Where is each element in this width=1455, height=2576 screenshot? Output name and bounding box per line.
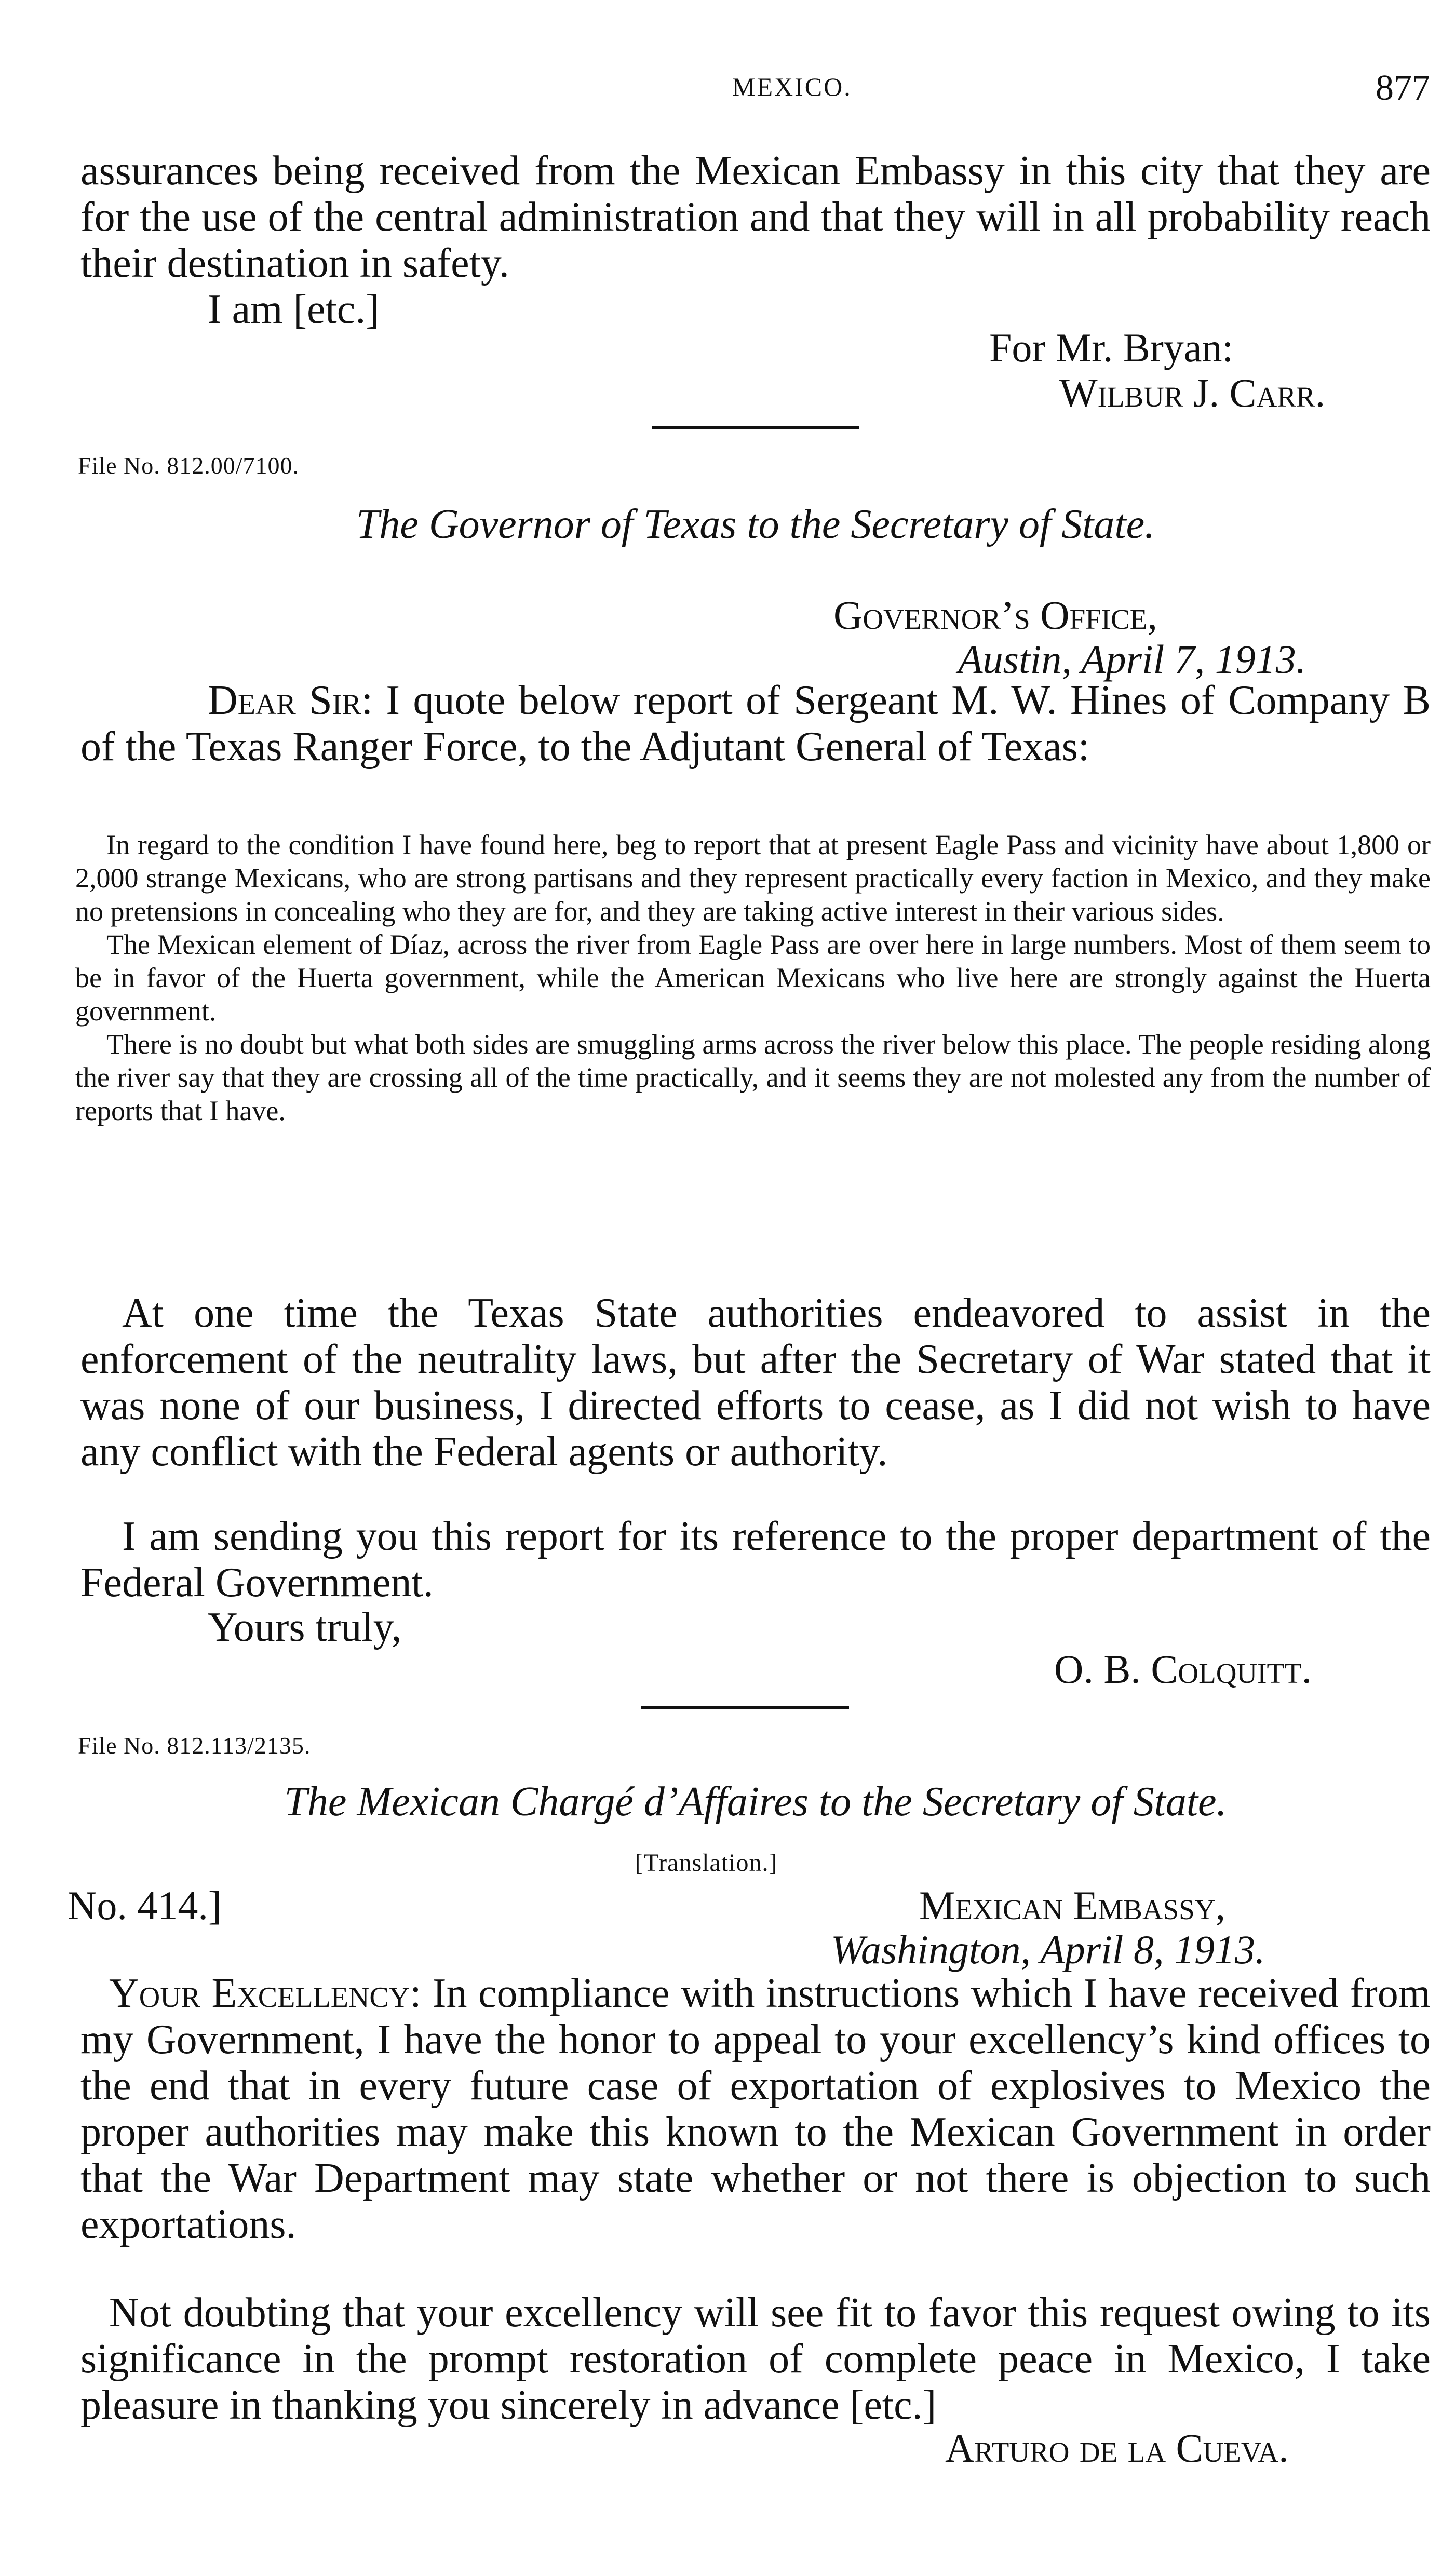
- salutation: Your Excellency: [109, 1971, 410, 2016]
- quote-paragraph: The Mexican element of Díaz, across the river from Eagle Pass are over here in large numbers. Most of them seem to be in favor of the Huerta government, while the American Mexicans who live here are strongly against the Huerta government.: [75, 929, 1431, 1027]
- closing: Yours truly,: [208, 1604, 402, 1650]
- running-head: MEXICO.: [732, 72, 852, 101]
- intro-text: : I quote below report of Sergeant M. W. Hines of Company B of the Texas Ranger Force, to the Adjutant General of Texas:: [80, 678, 1431, 770]
- file-number: File No. 812.113/2135.: [78, 1732, 311, 1759]
- letter-paragraph: I am sending you this report for its reference to the proper department of the Federal Government.: [80, 1514, 1431, 1606]
- dispatch-number: No. 414.]: [68, 1883, 222, 1928]
- signature: O. B. Colquitt.: [1054, 1647, 1312, 1692]
- letter-date: Washington, April 8, 1913.: [831, 1927, 1265, 1972]
- letter-date: Austin, April 7, 1913.: [958, 637, 1306, 682]
- letter-paragraph: [80, 1971, 1431, 2248]
- page-number: 877: [1376, 68, 1430, 108]
- section-divider: [652, 426, 859, 429]
- quote-paragraph: In regard to the condition I have found here, beg to report that at present Eagle Pass and vicinity have about 1,800 or 2,000 strange Mexicans, who are strong partisans and they represent practically every faction in Mexico, and they make no pretensions in concealing who they are for, and they are taking active interest in their various sides.: [75, 829, 1431, 927]
- opening-paragraph: assurances being received from the Mexican Embassy in this city that they are for the use of the central administration and that they will in all probability reach their destination in safety.: [80, 148, 1431, 286]
- section-divider: [641, 1706, 849, 1709]
- letter-intro: [80, 678, 1431, 770]
- document-heading: The Governor of Texas to the Secretary of State.: [356, 502, 1155, 547]
- signature: Arturo de la Cueva.: [945, 2425, 1289, 2471]
- file-number: File No. 812.00/7100.: [78, 452, 300, 479]
- page-header: [83, 68, 1434, 114]
- sender-place: Governor’s Office,: [833, 592, 1157, 638]
- letter-paragraph: Not doubting that your excellency will see fit to favor this request owing to its significance in the prompt restoration of complete peace in Mexico, I take pleasure in thanking you sincerely in advance [etc.]: [80, 2290, 1431, 2428]
- letter-paragraph: At one time the Texas State authorities endeavored to assist in the enforcement of the neutrality laws, but after the Secretary of War stated that it was none of our business, I directed efforts to cease, as I did not wish to have any conflict with the Federal agents or authority.: [80, 1290, 1431, 1475]
- quote-paragraph: There is no doubt but what both sides are smuggling arms across the river below this place. The people residing along the river say that they are crossing all of the time practically, and it seems they are not molested any from the number of reports that I have.: [75, 1029, 1431, 1126]
- sender-place: Mexican Embassy,: [919, 1883, 1225, 1928]
- translation-note: [Translation.]: [635, 1849, 778, 1877]
- document-heading: The Mexican Chargé d’Affaires to the Secretary of State.: [284, 1779, 1227, 1825]
- opening-closing: I am [etc.]: [208, 287, 380, 332]
- quoted-report: [75, 828, 1431, 1127]
- signature-for-line: For Mr. Bryan:: [989, 325, 1234, 370]
- signature-name: Wilbur J. Carr.: [1059, 370, 1326, 415]
- salutation: Dear Sir: [208, 678, 361, 723]
- paragraph-text: : In compliance with instructions which I have received from my Government, I have the honor to appeal to your excellency’s kind offices to the end that in every future case of exportation of explosives to Mexico the proper authorities may make this known to the Mexican Government in order that the War Department may state whether or not there is objection to such exportations.: [80, 1971, 1431, 2247]
